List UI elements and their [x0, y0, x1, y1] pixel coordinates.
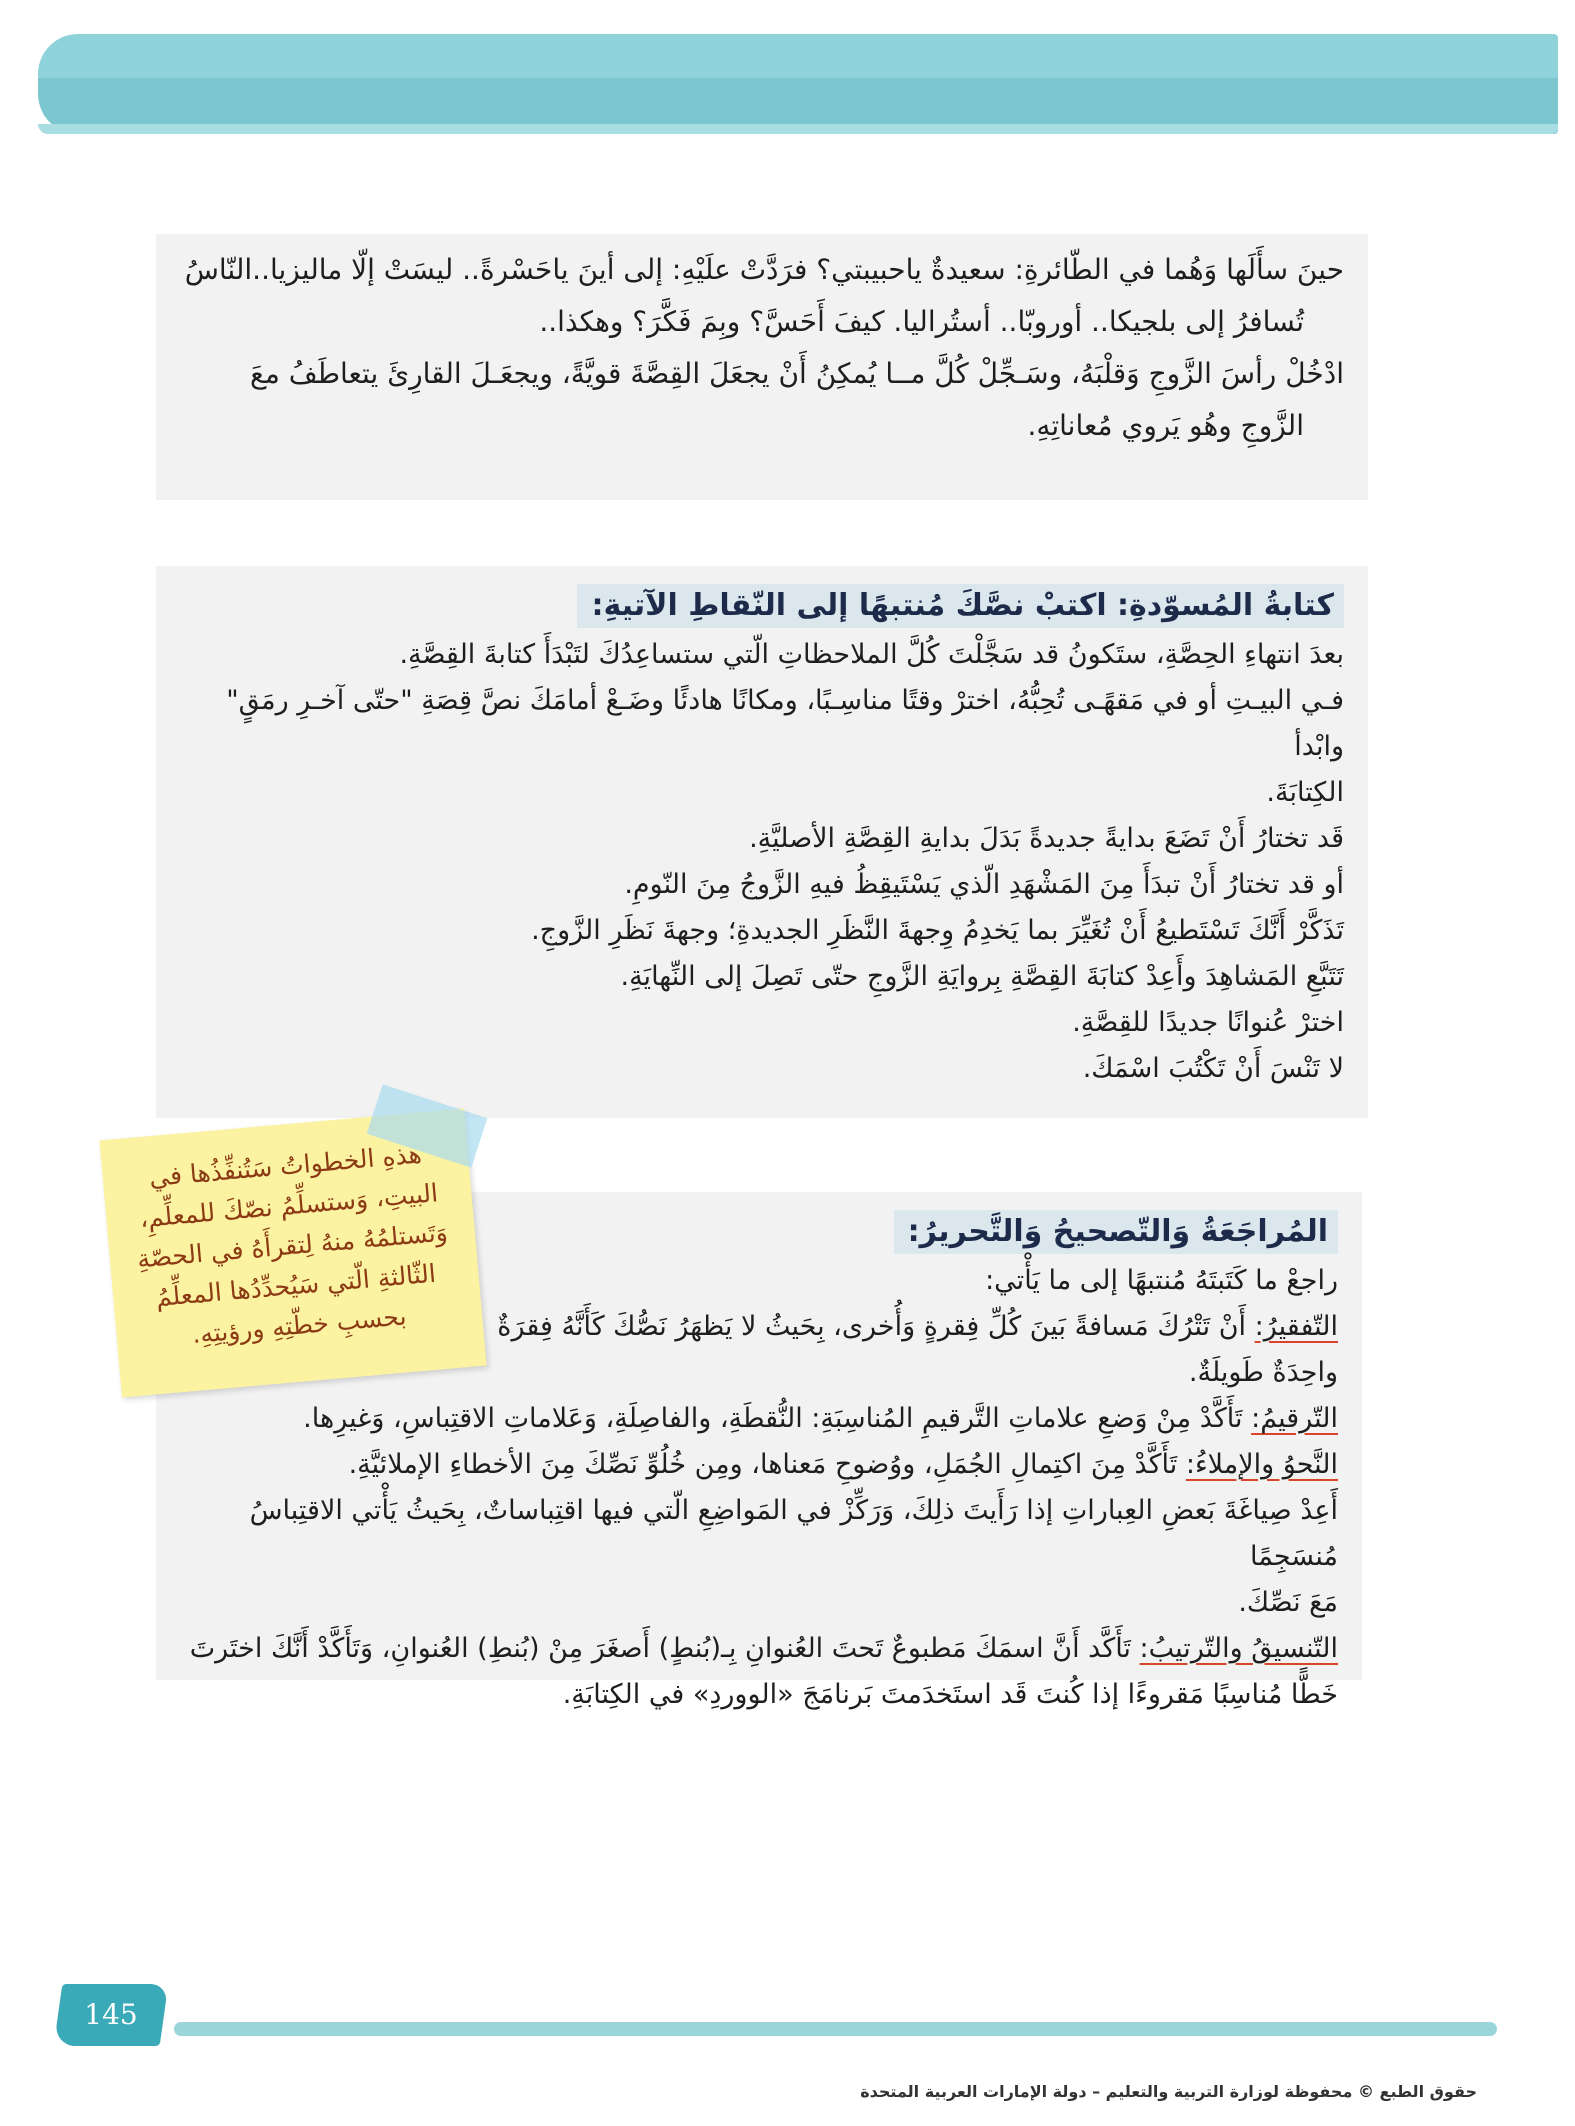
excerpt-line: حينَ سأَلَها وَهُما في الطّائرةِ: سعيدةٌ ياحبيبتي؟ فرَدَّتْ علَيْهِ: إلى أينَ ياحَسْرةً.. ليسَتْ إلّا ماليزيا..النّاسُ	[184, 253, 1344, 286]
draft-line: فـي البيـتِ أو في مَقهًـى تُحِبُّهُ، اخترْ وقتًا مناسِـبًا، ومكانًا هادئًا وضَـعْ أمامَكَ نصَّ قِصَةِ "حتّى آخـرِ رمَقٍ" وابْدأ	[226, 685, 1344, 762]
revision-item-text: تَأَكَّدْ مِنَ اكتِمالِ الجُمَلِ، ووُضوحِ مَعناها، ومِن خُلُوِّ نَصِّكَ مِنَ الأخطاءِ الإملائيَّةِ.	[348, 1449, 1178, 1480]
revision-item-continuation: واحِدَةٌ طَويلَةٌ.	[1188, 1357, 1338, 1388]
draft-line: الكِتابَةَ.	[1266, 777, 1344, 808]
note-line: البيتِ، وَستسلِّمُ نصّكَ للمعلِّمِ،	[138, 1178, 440, 1234]
revision-heading: المُراجَعَةُ وَالتّصحيحُ وَالتَّحريرُ:	[894, 1210, 1338, 1254]
bottom-decorative-band	[174, 2022, 1497, 2036]
revision-item-rephrase: أَعِدْ صِياغَةَ بَعضِ العِباراتِ إذا رَأَيتَ ذلِكَ، وَرَكِّزْ في المَواضِعِ الّتي فيها اقتِباساتٌ، بِحَيثُ يَأْتي الاقتِباسُ مُنسَجِمًا	[249, 1495, 1338, 1572]
term-punctuation: التّرقيمُ:	[1251, 1403, 1338, 1434]
note-line: هذهِ الخطواتُ سَتُنفِّذُها في	[148, 1139, 423, 1193]
term-paragraphing: التّفقيرُ:	[1254, 1311, 1338, 1342]
draft-line: أو قد تختارُ أَنْ تبدَأَ مِنَ المَشْهَدِ الّذي يَسْتَيقِظُ فيهِ الزَّوجُ مِنَ النّومِ.	[624, 869, 1344, 900]
draft-line: اخترْ عُنوانًا جديدًا للقِصَّةِ.	[1072, 1007, 1344, 1038]
excerpt-line: ادْخُلْ رأسَ الزَّوجِ وَقلْبَهُ، وسَـجِّلْ كُلَّ مــا يُمكِنُ أَنْ يجعَلَ القِصَّةَ قويَّةً، ويجعَـلَ القارِئَ يتعاطَفُ معَ	[249, 357, 1344, 390]
draft-line: تَذَكَّرْ أَنَّكَ تَسْتَطيعُ أَنْ تُغَيِّرَ بما يَخدِمُ وِجهةَ النَّظَرِ الجديدةِ؛ وجهةَ نَظَرِ الزَّوجِ.	[531, 915, 1344, 946]
revision-item-grammar	[180, 1442, 1338, 1488]
note-line: الثّالثةِ الّتي سَيُحدِّدُها المعلِّمُ	[154, 1258, 437, 1313]
story-excerpt-box	[156, 234, 1368, 500]
revision-item-continuation: مَعَ نَصِّكَ.	[1238, 1587, 1338, 1618]
excerpt-line: الزَّوجِ وهُو يَروي مُعاناتِهِ.	[1027, 409, 1304, 442]
draft-line: قَد تختارُ أَنْ تَضَعَ بدايةً جديدةً بَدَلَ بدايةِ القِصَّةِ الأصليَّةِ.	[749, 823, 1344, 854]
term-formatting: التّنسيقُ والتّرتيبُ:	[1139, 1633, 1338, 1664]
revision-item-punctuation	[180, 1396, 1338, 1442]
page-number: 145	[84, 1998, 138, 2031]
top-band-line	[38, 124, 1558, 134]
note-line: وَتَستلمُهُ منهُ لِتقرأَهُ في الحصّةِ	[135, 1217, 449, 1274]
draft-line: لا تَنْسَ أَنْ تَكْتُبَ اسْمَكَ.	[1082, 1053, 1344, 1084]
draft-heading: كتابةُ المُسوّدةِ: اكتبْ نصَّكَ مُنتبهًا إلى النّقاطِ الآتيةِ:	[577, 584, 1344, 628]
revision-intro: راجعْ ما كَتَبتَهُ مُنتبهًا إلى ما يَأْتي:	[985, 1265, 1338, 1296]
draft-line: بعدَ انتهاءِ الحِصَّةِ، ستَكونُ قد سَجَّلْتَ كُلَّ الملاحظاتِ الّتي ستساعِدُكَ لتَبْدَأَ كتابةَ القِصَّةِ.	[399, 639, 1344, 670]
copyright-notice: حقوق الطبع © محفوظة لوزارة التربية والتعليم – دولة الإمارات العربية المتحدة	[860, 2082, 1477, 2101]
revision-item-text: تَأَكَّد أَنَّ اسمَكَ مَطبوعٌ تَحتَ العُنوانِ بِـ(بُنطٍ) أَصغَرَ مِنْ (بُنطِ) العُنوانِ، وَتَأَكَّدْ أَنَّكَ اختَرتَ	[189, 1633, 1131, 1664]
revision-item-continuation: خَطًّا مُناسِبًا مَقروءًا إذا كُنتَ قَد استَخدَمتَ بَرنامَجَ «الووردِ» في الكِتابَةِ.	[562, 1679, 1338, 1710]
draft-line: تَتَبَّعِ المَشاهِدَ وأَعِدْ كتابَةَ القِصَّةِ بِروايَةِ الزَّوجِ حتّى تَصِلَ إلى النِّهايَةِ.	[620, 961, 1344, 992]
revision-item-text: تَأَكَّدْ مِنْ وَضعِ علاماتِ التَّرقيمِ المُناسِبَةِ: النُّقطَةِ، والفاصِلَةِ، وَعَلاماتِ الاقتِباسِ، وَغيرِها.	[303, 1403, 1243, 1434]
draft-writing-box	[156, 566, 1368, 1118]
revision-item-formatting	[180, 1626, 1338, 1672]
excerpt-line: تُسافرُ إلى بلجيكا.. أوروبّا.. أستُراليا. كيفَ أَحَسَّ؟ وبِمَ فَكَّرَ؟ وهكذا..	[539, 305, 1304, 338]
revision-item-text: أَنْ تَتْرُكَ مَسافةً بَينَ كُلِّ فِقرةٍ وَأُخرى، بِحَيثُ لا يَظهَرُ نَصُّكَ كَأَنَّهُ فِقرَةٌ	[497, 1311, 1247, 1342]
term-grammar: النَّحوُ والإملاءُ:	[1185, 1449, 1338, 1480]
note-line: بحسبِ خطّتِهِ ورؤيتِهِ.	[191, 1301, 408, 1350]
